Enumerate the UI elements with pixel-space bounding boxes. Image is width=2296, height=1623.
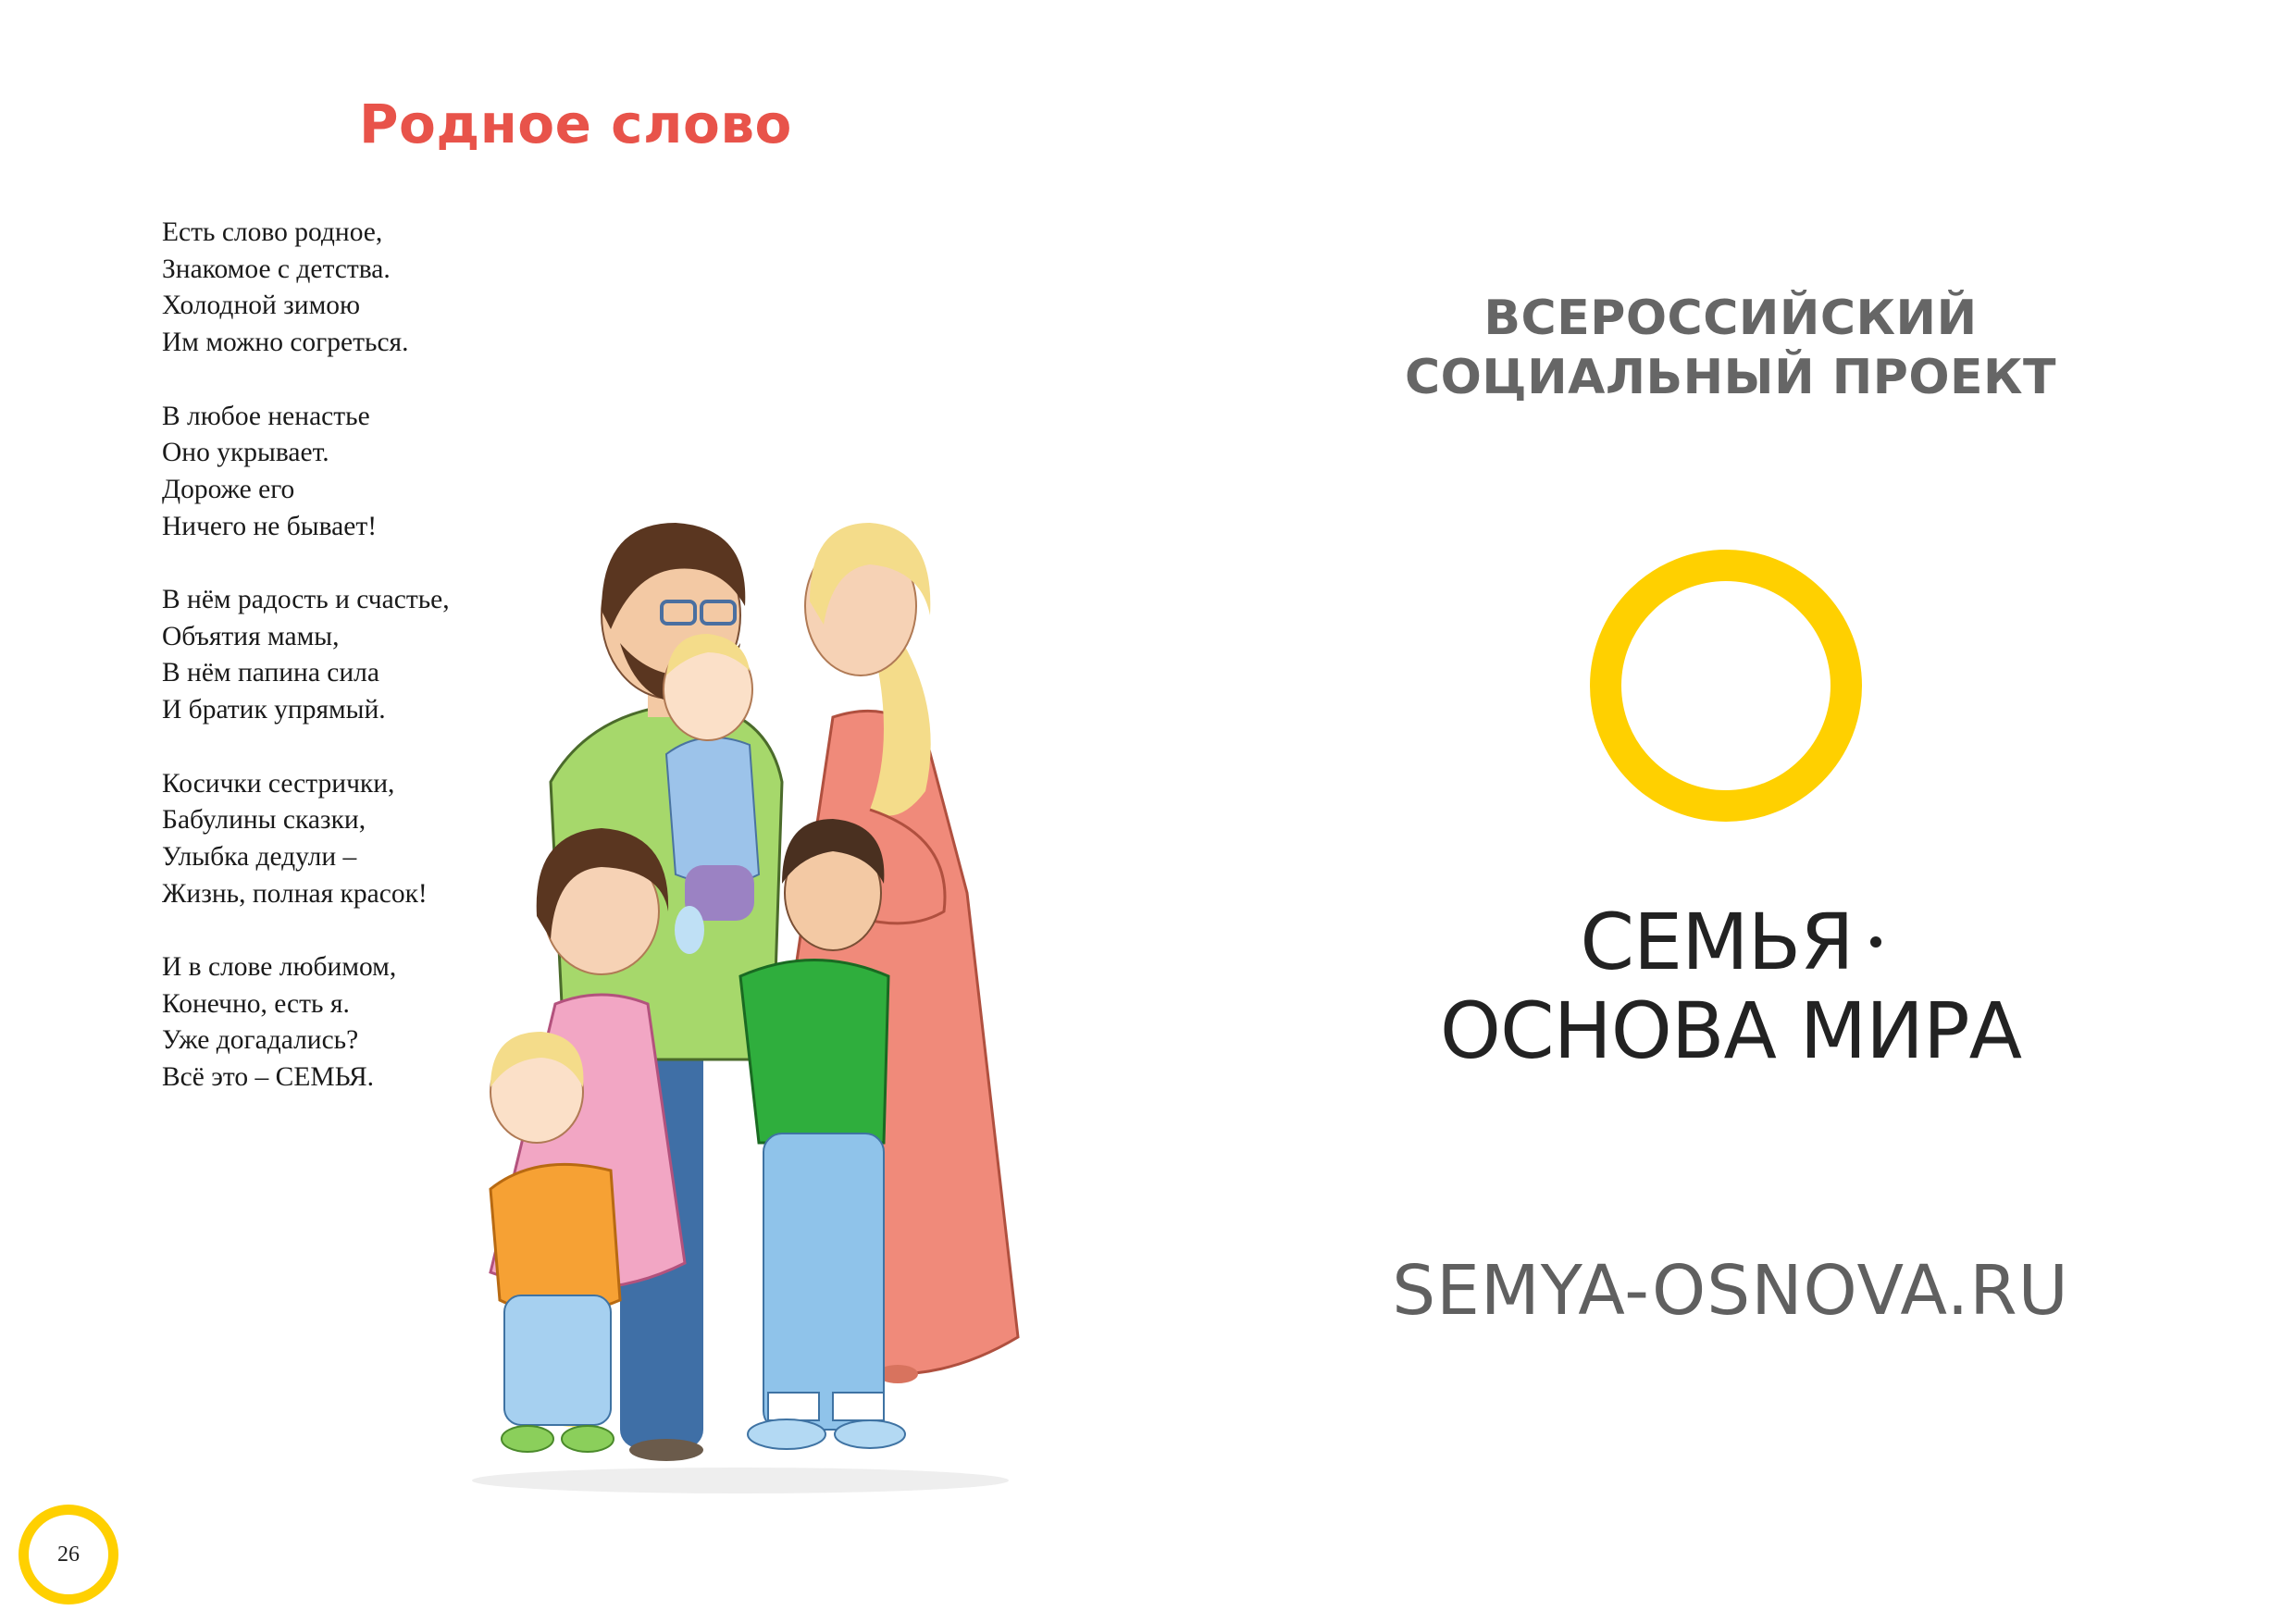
poem-line: Дороже его [162, 474, 295, 504]
poem-line: Им можно согреться. [162, 328, 409, 358]
stanza-1 [162, 215, 551, 362]
poem-line: В нём радость и счастье, [162, 585, 450, 614]
poem-line: Конечно, есть я. [162, 988, 350, 1019]
brand-dot-icon [1870, 936, 1881, 948]
poem-line: Знакомое с детства. [162, 254, 391, 284]
brand-line-1 [1370, 898, 2091, 986]
website-url: SEMYA-OSNOVA.RU [1392, 1251, 2069, 1331]
page-number: 26 [57, 1542, 80, 1567]
poem-line: В нём папина сила [162, 658, 379, 688]
family-illustration [463, 504, 1092, 1504]
poem-line: Есть слово родное, [162, 217, 383, 247]
poem-line: Жизнь, полная красок! [162, 878, 428, 909]
project-line-2: СОЦИАЛЬНЫЙ ПРОЕКТ [1404, 350, 2057, 405]
brand-word-1: СЕМЬЯ [1580, 897, 1854, 987]
poem-line: В любое ненастье [162, 401, 370, 431]
project-heading [1370, 289, 2091, 407]
poem-title: Родное слово [359, 93, 792, 155]
poem-line: И братик упрямый. [162, 695, 386, 725]
poem-line: И в слове любимом, [162, 952, 397, 982]
poem-line: Оно укрывает. [162, 438, 329, 468]
brand-line-2: ОСНОВА МИРА [1439, 985, 2022, 1076]
poem-line: Улыбка дедули – [162, 841, 357, 872]
poem-line: Объятия мамы, [162, 621, 340, 651]
poem-line: Всё это – СЕМЬЯ. [162, 1062, 374, 1093]
poem-line: Косички сестрички, [162, 768, 395, 799]
poem-line: Бабулины сказки, [162, 805, 366, 836]
poem-line: Ничего не бывает! [162, 511, 378, 541]
poem-line: Уже догадались? [162, 1025, 359, 1056]
poem-line: Холодной зимою [162, 291, 361, 321]
project-line-1: ВСЕРОССИЙСКИЙ [1483, 291, 1978, 346]
page-number-badge [19, 1505, 118, 1604]
yellow-ring-logo [1590, 550, 1862, 822]
brand-logotype [1370, 898, 2091, 1075]
